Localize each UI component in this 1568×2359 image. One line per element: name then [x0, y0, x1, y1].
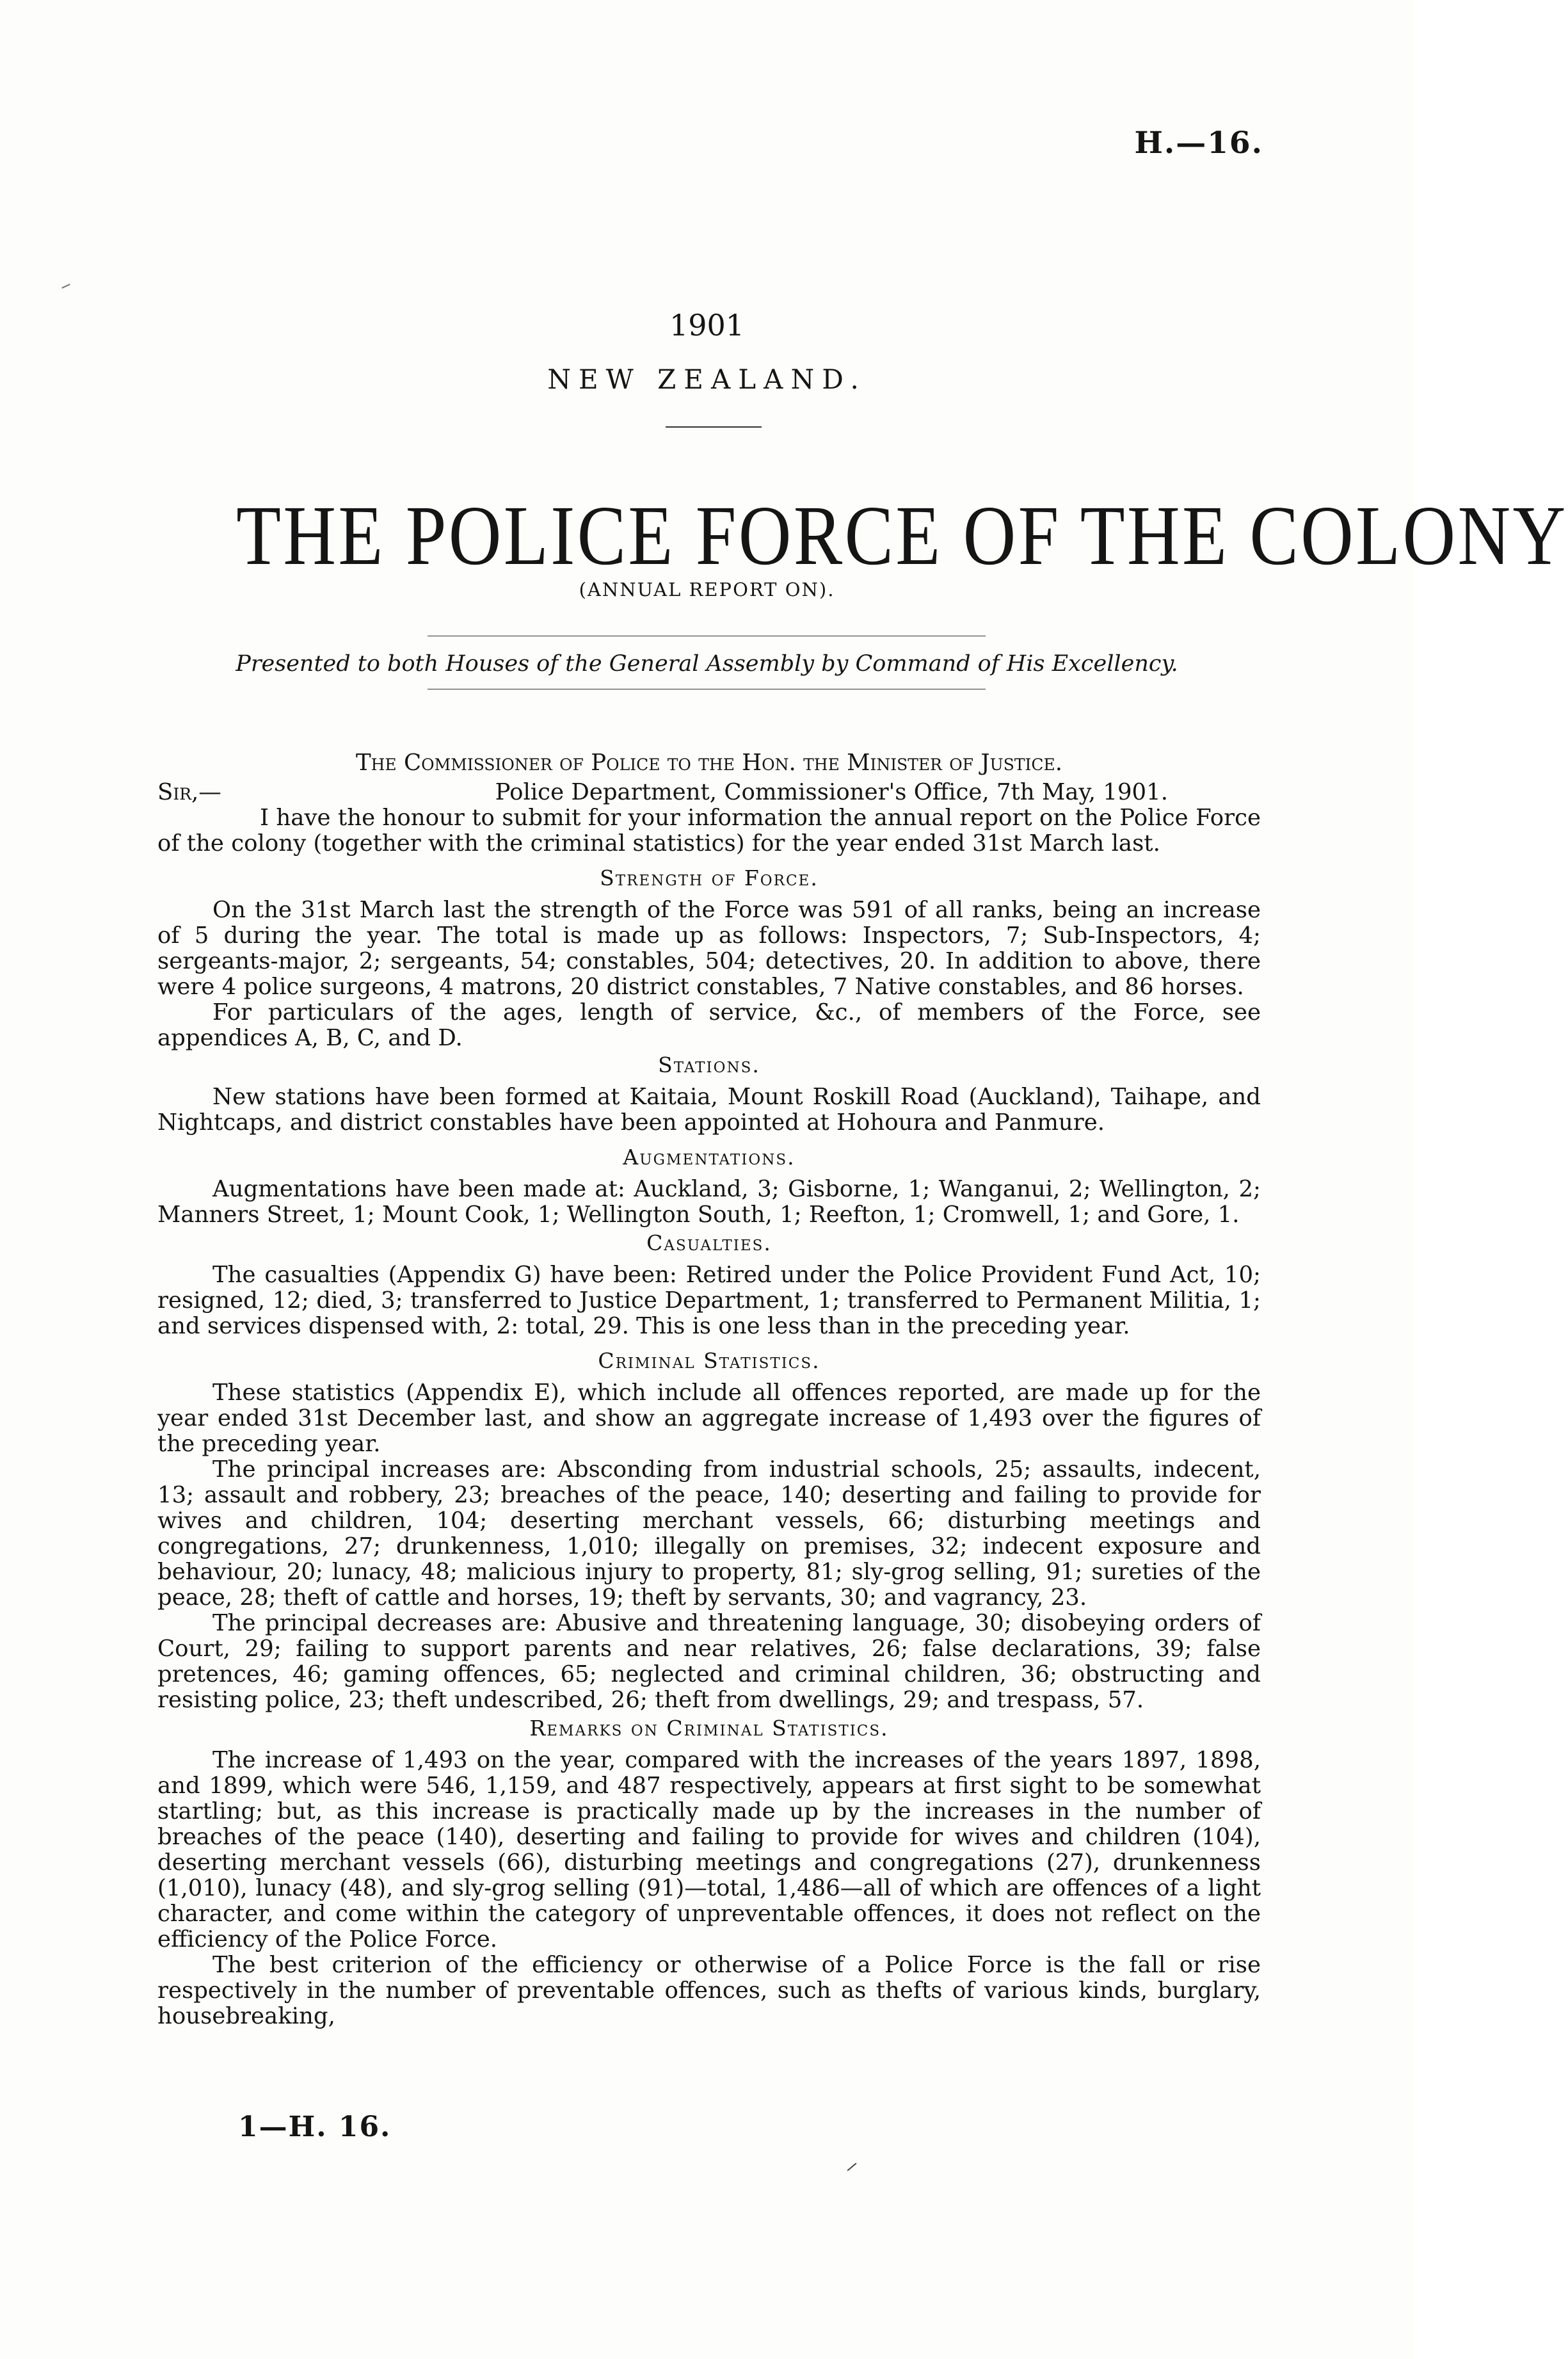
letter-intro: I have the honour to submit for your information the annual report on the Police Force of the colony (together with the criminal statistics) for the year ended 31st March last.	[157, 805, 1261, 857]
stations-paragraph: New stations have been formed at Kaitaia, Mount Roskill Road (Auckland), Taihape, and Nightcaps, and district constables have been appointed at Hohoura and Panmure.	[157, 1084, 1261, 1136]
salutation: Sir,—	[157, 779, 221, 805]
stray-mark	[847, 2162, 856, 2171]
page-reference: H.—16.	[1134, 125, 1263, 161]
letter-from-to: The Commissioner of Police to the Hon. the Minister of Justice.	[355, 750, 1063, 776]
casualties-paragraph: The casualties (Appendix G) have been: Retired under the Police Provident Fund Act, 10; resigned, 12; died, 3; transferred to Justice Department, 1; transferred to Permanent Militia, 1; and services dispensed with, 2: total, 29. This is one less than in the preceding year.	[157, 1262, 1261, 1339]
remarks-paragraph-1: The increase of 1,493 on the year, compared with the increases of the years 1897, 1898, and 1899, which were 546, 1,159, and 487 respectively, appears at first sight to be somewhat startling; but, as this increase is practically made up by the increases in the number of breaches of the peace (140), deserting and failing to provide for wives and children (104), deserting merchant vessels (66), disturbing meetings and congregations (27), drunkenness (1,010), lunacy (48), and sly-grog selling (91)—total, 1,486—all of which are offences of a light character, and come within the category of unpreventable offences, it does not reflect on the efficiency of the Police Force.	[157, 1747, 1261, 1952]
title-divider	[666, 426, 762, 428]
presented-line: Presented to both Houses of the General Assembly by Command of His Excellency.	[236, 651, 1178, 677]
country-name: NEW ZEALAND.	[547, 364, 867, 395]
document-subtitle: (ANNUAL REPORT ON).	[579, 579, 835, 600]
criminal-paragraph-1: These statistics (Appendix E), which include all offences reported, are made up for the year ended 31st December last, and show an aggregate increase of 1,493 over the figures of the preceding year.	[157, 1380, 1261, 1457]
heading-stations: Stations.	[658, 1052, 760, 1077]
heading-remarks: Remarks on Criminal Statistics.	[529, 1716, 889, 1741]
document-title: THE POLICE FORCE OF THE COLONY	[236, 488, 1568, 583]
report-year: 1901	[669, 308, 745, 342]
criminal-paragraph-2: The principal increases are: Absconding from industrial schools, 25; assaults, indecent, 13; assault and robbery, 23; breaches of the peace, 140; deserting and failing to provide for wives and children, 104; deserting merchant vessels, 66; disturbing meetings and congregations, 27; drunkenness, 1,010; illegally on premises, 32; indecent exposure and behaviour, 20; lunacy, 48; malicious injury to property, 81; sly-grog selling, 91; sureties of the peace, 28; theft of cattle and horses, 19; theft by servants, 30; and vagrancy, 23.	[157, 1456, 1261, 1611]
strength-paragraph-2: For particulars of the ages, length of service, &c., of members of the Force, see appendices A, B, C, and D.	[157, 999, 1261, 1051]
heading-criminal-statistics: Criminal Statistics.	[598, 1348, 820, 1373]
strength-paragraph-1: On the 31st March last the strength of the Force was 591 of all ranks, being an increase of 5 during the year. The total is made up as follows: Inspectors, 7; Sub-Inspectors, 4; sergeants-major, 2; sergeants, 54; constables, 504; detectives, 20. In addition to above, there were 4 police surgeons, 4 matrons, 20 district constables, 7 Native constables, and 86 horses.	[157, 897, 1261, 1000]
letter-address: Police Department, Commissioner's Office, 7th May, 1901.	[495, 779, 1168, 805]
remarks-paragraph-2: The best criterion of the efficiency or otherwise of a Police Force is the fall or rise respectively in the number of preventable offences, such as thefts of various kinds, burglary, housebreaking,	[157, 1952, 1261, 2029]
heading-casualties: Casualties.	[646, 1230, 772, 1255]
stray-mark-left	[61, 284, 70, 289]
report-body	[157, 750, 1261, 2029]
criminal-paragraph-3: The principal decreases are: Abusive and threatening language, 30; disobeying orders of Court, 29; failing to support parents and near relatives, 26; false declarations, 39; false pretences, 46; gaming offences, 65; neglected and criminal children, 36; obstructing and resisting police, 23; theft undescribed, 26; theft from dwellings, 29; and trespass, 57.	[157, 1610, 1261, 1713]
augmentations-paragraph: Augmentations have been made at: Auckland, 3; Gisborne, 1; Wanganui, 2; Wellington, 2; Manners Street, 1; Mount Cook, 1; Wellington South, 1; Reefton, 1; Cromwell, 1; and Gore, 1.	[157, 1176, 1261, 1228]
heading-strength: Strength of Force.	[600, 866, 819, 890]
sheet-reference: 1—H. 16.	[238, 2111, 392, 2143]
heading-augmentations: Augmentations.	[623, 1145, 796, 1170]
address-row	[157, 780, 1261, 805]
